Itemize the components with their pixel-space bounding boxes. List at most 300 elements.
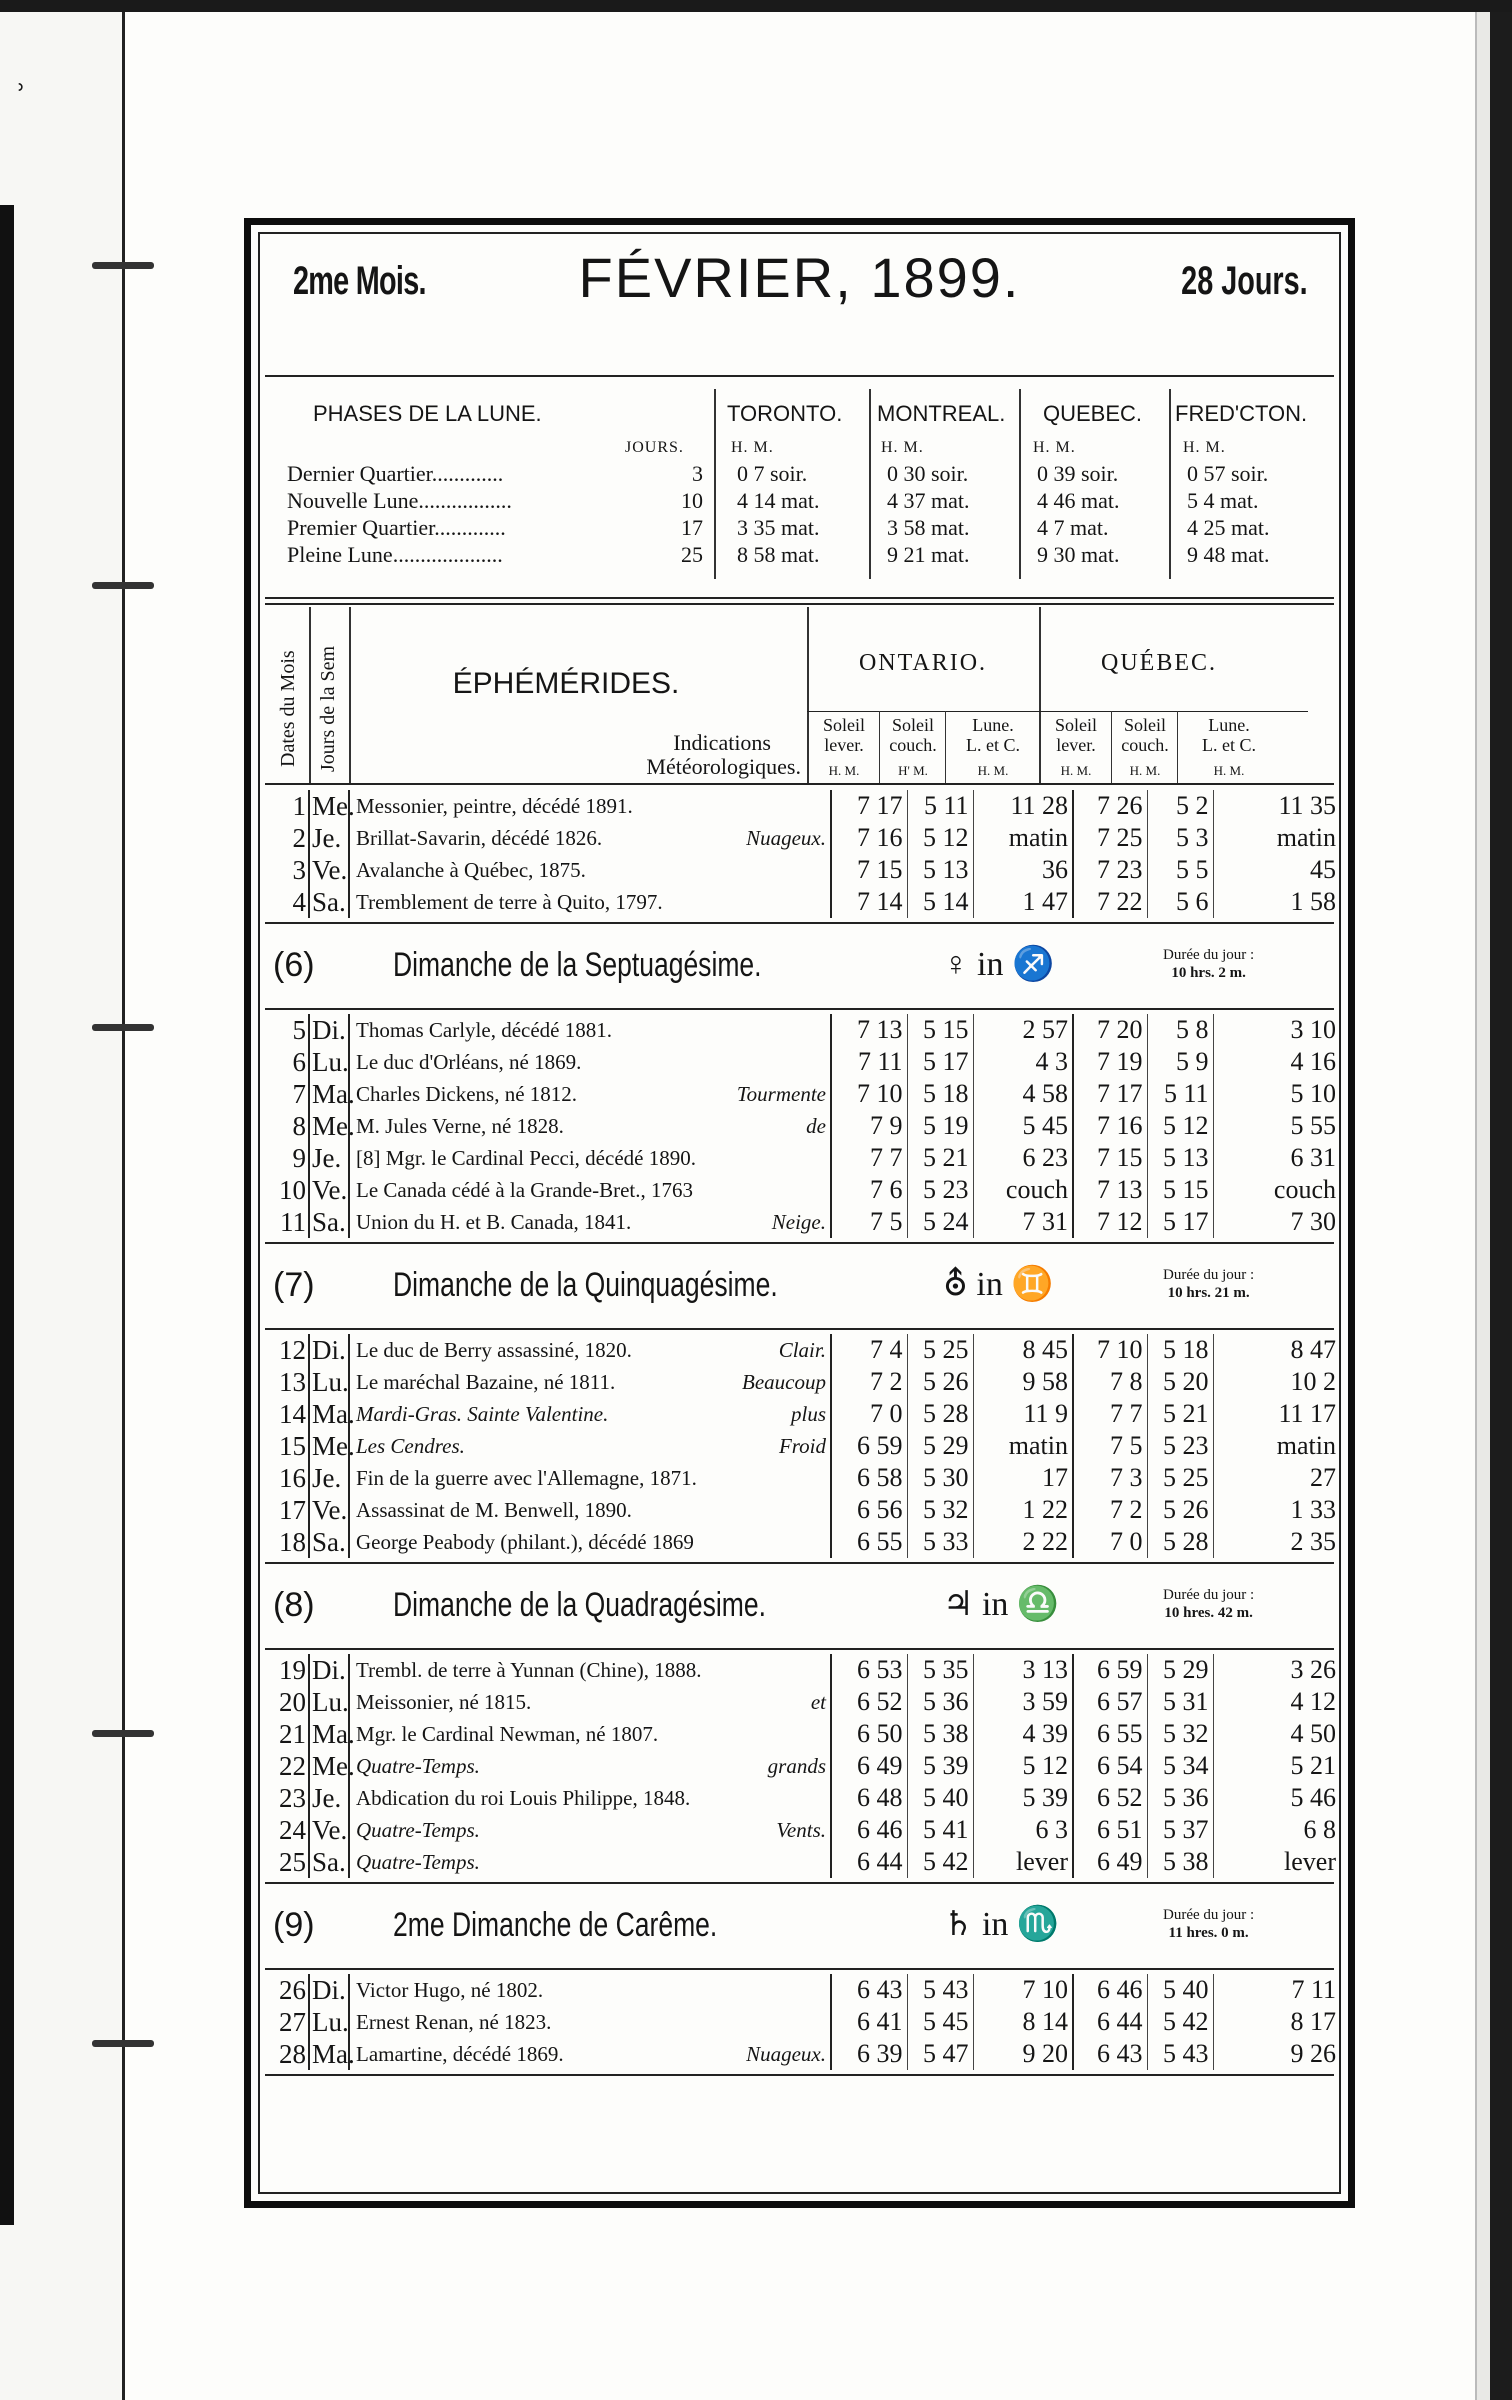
ontario-sunset: 5 26 <box>907 1366 973 1398</box>
day-row <box>273 1046 1340 1078</box>
planet-position: ⛢ in ♊ <box>943 1266 1054 1303</box>
divider <box>265 597 1334 599</box>
day-row <box>273 1110 1340 1142</box>
ephemeris-text: Le duc de Berry assassiné, 1820. <box>356 1338 632 1362</box>
ontario-moon: 4 58 <box>973 1078 1073 1110</box>
quebec-sunrise: 6 51 <box>1073 1814 1147 1846</box>
day-number: 10 <box>273 1174 309 1206</box>
ontario-sunrise: 7 10 <box>831 1078 907 1110</box>
ontario-sunrise: 6 50 <box>831 1718 907 1750</box>
ontario-sunset: 5 32 <box>907 1494 973 1526</box>
phase-time: 9 48 mat. <box>1187 542 1270 567</box>
phase-time: 3 58 mat. <box>887 515 970 540</box>
quebec-sunset: 5 18 <box>1147 1334 1213 1366</box>
quebec-moon: 3 10 <box>1290 1015 1336 1044</box>
column-separator <box>945 711 946 783</box>
day-number: 16 <box>273 1462 309 1494</box>
sunrise-label: Soleil lever. <box>1054 715 1097 755</box>
ephemeris-text: Lamartine, décédé 1869. <box>356 2042 564 2066</box>
ontario-moon: 8 14 <box>973 2006 1073 2038</box>
ephemeris-text: Messonier, peintre, décédé 1891. <box>356 794 633 818</box>
column-separator <box>879 711 880 783</box>
day-row <box>273 1846 1340 1878</box>
planet-position: ♃ in ♎ <box>943 1586 1060 1623</box>
ontario-sunset: 5 39 <box>907 1750 973 1782</box>
weather-text: Neige. <box>771 1210 826 1234</box>
weekday: Je. <box>309 1142 349 1174</box>
phase-name: Nouvelle Lune................. <box>287 488 512 513</box>
weekday: Ve. <box>309 854 349 886</box>
phase-day: 3 <box>692 461 703 486</box>
ontario-sunrise: 7 2 <box>831 1366 907 1398</box>
quebec-sunrise: 7 22 <box>1073 886 1147 918</box>
hm-label: H. M. <box>828 763 860 778</box>
ephemeris-cell <box>349 1654 831 1686</box>
ontario-sunrise: 6 41 <box>831 2006 907 2038</box>
binding-ring <box>92 2040 154 2047</box>
ontario-sunset: 5 40 <box>907 1782 973 1814</box>
city-quebec: QUEBEC. <box>1043 401 1143 426</box>
ontario-moon: 4 39 <box>973 1718 1073 1750</box>
ontario-sunset: 5 23 <box>907 1174 973 1206</box>
phase-time: 4 37 mat. <box>887 488 970 513</box>
quebec-label: QUÉBEC. <box>1101 650 1217 676</box>
quebec-moon: couch <box>1273 1175 1336 1204</box>
binding-ring <box>92 1024 154 1031</box>
indications-label-2: Météorologiques. <box>646 754 801 779</box>
weekday: Ma. <box>309 1078 349 1110</box>
days-table <box>273 1654 1340 1878</box>
ontario-sunset: 5 24 <box>907 1206 973 1238</box>
quebec-sunrise: 7 26 <box>1073 790 1147 822</box>
ontario-moon: lever <box>973 1846 1073 1878</box>
quebec-sunrise: 6 49 <box>1073 1846 1147 1878</box>
quebec-moon: 4 50 <box>1290 1719 1336 1748</box>
ephemeris-cell <box>349 1398 831 1430</box>
day-number: 2 <box>273 822 309 854</box>
ontario-sunrise: 6 52 <box>831 1686 907 1718</box>
quebec-sunrise: 7 25 <box>1073 822 1147 854</box>
divider <box>807 711 1308 712</box>
ephemeris-cell <box>349 1782 831 1814</box>
month-title: FÉVRIER, 1899. <box>578 246 1021 309</box>
phase-day: 10 <box>681 488 703 513</box>
phase-name: Premier Quartier............. <box>287 515 506 540</box>
weekday: Sa. <box>309 1206 349 1238</box>
quebec-sunrise: 7 0 <box>1073 1526 1147 1558</box>
weekday: Di. <box>309 1014 349 1046</box>
day-length-value: 11 hres. 0 m. <box>1168 1925 1249 1941</box>
day-row <box>273 854 1340 886</box>
ephemeris-text: Meissonier, né 1815. <box>356 1690 532 1714</box>
day-row <box>273 1686 1340 1718</box>
weekday: Lu. <box>309 1366 349 1398</box>
month-day-count: 28 Jours. <box>1181 259 1308 303</box>
day-length-label: Durée du jour : <box>1163 1267 1255 1283</box>
ontario-moon: 36 <box>973 854 1073 886</box>
ephemeris-text: George Peabody (philant.), décédé 1869 <box>356 1530 694 1554</box>
ontario-sunset: 5 15 <box>907 1014 973 1046</box>
day-length-label: Durée du jour : <box>1163 1587 1255 1603</box>
day-row <box>273 1526 1340 1558</box>
ephemeris-text: Assassinat de M. Benwell, 1890. <box>356 1498 632 1522</box>
quebec-sunset: 5 34 <box>1147 1750 1213 1782</box>
ontario-sunset: 5 25 <box>907 1334 973 1366</box>
day-number: 24 <box>273 1814 309 1846</box>
ontario-sunset: 5 38 <box>907 1718 973 1750</box>
ephemeris-cell <box>349 886 831 918</box>
ontario-moon: 7 31 <box>973 1206 1073 1238</box>
weekday: Ma. <box>309 2038 349 2070</box>
weather-text: Beaucoup <box>742 1370 826 1394</box>
weather-text: Tourmente <box>736 1082 826 1106</box>
planet-position: ♄ in ♏ <box>943 1906 1060 1943</box>
quebec-moon: 2 35 <box>1290 1527 1336 1556</box>
quebec-sunrise: 7 19 <box>1073 1046 1147 1078</box>
day-number: 3 <box>273 854 309 886</box>
ontario-moon: couch <box>973 1174 1073 1206</box>
month-ordinal: 2me Mois. <box>293 259 426 303</box>
ephemeris-cell <box>349 1366 831 1398</box>
quebec-moon: 11 35 <box>1278 791 1336 820</box>
column-separator <box>714 389 716 579</box>
weather-text: Vents. <box>776 1818 826 1842</box>
day-row <box>273 790 1340 822</box>
ontario-sunrise: 6 56 <box>831 1494 907 1526</box>
ontario-sunset: 5 17 <box>907 1046 973 1078</box>
ephemeris-cell <box>349 2006 831 2038</box>
city-toronto: TORONTO. <box>727 401 843 426</box>
column-separator <box>869 389 871 579</box>
weekday: Me. <box>309 1110 349 1142</box>
ephemeris-text: Le maréchal Bazaine, né 1811. <box>356 1370 616 1394</box>
day-row <box>273 1398 1340 1430</box>
moon-label: Lune. L. et C. <box>1202 715 1256 755</box>
day-number: 11 <box>273 1206 309 1238</box>
quebec-moon: 4 12 <box>1290 1687 1336 1716</box>
quebec-sunset: 5 20 <box>1147 1366 1213 1398</box>
day-number: 17 <box>273 1494 309 1526</box>
weekday: Sa. <box>309 886 349 918</box>
phase-time: 0 30 soir. <box>887 461 969 486</box>
quebec-sunrise: 6 54 <box>1073 1750 1147 1782</box>
hm-label: H. M. <box>1033 439 1076 456</box>
week-number: (6) <box>273 946 315 984</box>
quebec-sunset: 5 36 <box>1147 1782 1213 1814</box>
moon-phases-label: PHASES DE LA LUNE. <box>313 401 542 426</box>
ontario-sunrise: 6 53 <box>831 1654 907 1686</box>
day-number: 5 <box>273 1014 309 1046</box>
day-number: 25 <box>273 1846 309 1878</box>
binding-spine <box>0 205 14 2225</box>
day-number: 21 <box>273 1718 309 1750</box>
ontario-moon: 9 58 <box>973 1366 1073 1398</box>
quebec-moon: lever <box>1284 1847 1336 1876</box>
weekday: Di. <box>309 1334 349 1366</box>
ontario-sunset: 5 18 <box>907 1078 973 1110</box>
ontario-sunrise: 6 44 <box>831 1846 907 1878</box>
ontario-sunrise: 6 48 <box>831 1782 907 1814</box>
quebec-sunset: 5 15 <box>1147 1174 1213 1206</box>
quebec-sunset: 5 23 <box>1147 1430 1213 1462</box>
ontario-moon: 2 57 <box>973 1014 1073 1046</box>
ontario-sunset: 5 28 <box>907 1398 973 1430</box>
day-row <box>273 1782 1340 1814</box>
column-separator <box>807 607 809 783</box>
ephemeris-cell <box>349 1526 831 1558</box>
phase-time: 9 30 mat. <box>1037 542 1120 567</box>
quebec-moon: 7 11 <box>1291 1975 1336 2004</box>
ephemeris-cell <box>349 1846 831 1878</box>
weather-text: Nuageux. <box>746 826 826 850</box>
hm-label: H. M. <box>731 439 774 456</box>
hm-label: H. M. <box>977 763 1009 778</box>
day-number: 18 <box>273 1526 309 1558</box>
hm-label: H. M. <box>1183 439 1226 456</box>
ephemeris-text: Avalanche à Québec, 1875. <box>356 858 586 882</box>
quebec-sunset: 5 12 <box>1147 1110 1213 1142</box>
sunday-row <box>273 1886 1340 1972</box>
day-number: 6 <box>273 1046 309 1078</box>
phase-time: 4 14 mat. <box>737 488 820 513</box>
ephemeris-cell <box>349 854 831 886</box>
quebec-sunset: 5 29 <box>1147 1654 1213 1686</box>
weekday: Je. <box>309 822 349 854</box>
phase-name: Dernier Quartier............. <box>287 461 504 486</box>
column-separator <box>1177 711 1178 783</box>
quebec-sunrise: 6 55 <box>1073 1718 1147 1750</box>
ontario-sunset: 5 29 <box>907 1430 973 1462</box>
days-table <box>273 1014 1340 1238</box>
quebec-sunset: 5 6 <box>1147 886 1213 918</box>
quebec-sunrise: 7 3 <box>1073 1462 1147 1494</box>
quebec-moon: matin <box>1276 823 1336 852</box>
week-number: (9) <box>273 1906 315 1944</box>
day-row <box>273 2006 1340 2038</box>
day-length <box>1163 946 1254 982</box>
day-number: 23 <box>273 1782 309 1814</box>
quebec-moon: 6 8 <box>1303 1815 1336 1844</box>
phase-time: 5 4 mat. <box>1187 488 1259 513</box>
day-row <box>273 2038 1340 2070</box>
indications-label: Indications <box>673 730 771 755</box>
weather-text: plus <box>790 1402 826 1426</box>
weekday-column-label: Jours de la Sem <box>317 645 339 773</box>
quebec-moon: 1 33 <box>1290 1495 1336 1524</box>
day-row <box>273 822 1340 854</box>
quebec-sunrise: 7 16 <box>1073 1110 1147 1142</box>
ontario-sunrise: 7 14 <box>831 886 907 918</box>
quebec-sunrise: 7 20 <box>1073 1014 1147 1046</box>
ontario-sunset: 5 21 <box>907 1142 973 1174</box>
ephemeris-cell <box>349 1334 831 1366</box>
quebec-sunrise: 6 59 <box>1073 1654 1147 1686</box>
quebec-sunset: 5 42 <box>1147 2006 1213 2038</box>
day-length-value: 10 hres. 42 m. <box>1164 1605 1253 1621</box>
ephemeris-cell <box>349 1686 831 1718</box>
quebec-moon: 5 46 <box>1290 1783 1336 1812</box>
ontario-moon: 5 12 <box>973 1750 1073 1782</box>
column-separator <box>1019 389 1021 579</box>
quebec-moon: 1 58 <box>1290 887 1336 916</box>
ontario-sunrise: 6 55 <box>831 1526 907 1558</box>
quebec-sunset: 5 8 <box>1147 1014 1213 1046</box>
day-row <box>273 1750 1340 1782</box>
ontario-sunrise: 7 13 <box>831 1014 907 1046</box>
quebec-sunset: 5 32 <box>1147 1718 1213 1750</box>
quebec-sunset: 5 2 <box>1147 790 1213 822</box>
moon-label: Lune. L. et C. <box>966 715 1020 755</box>
quebec-sunrise: 7 8 <box>1073 1366 1147 1398</box>
binding-ring <box>92 1730 154 1737</box>
weekday: Sa. <box>309 1526 349 1558</box>
quebec-sunrise: 7 10 <box>1073 1334 1147 1366</box>
ontario-moon: 7 10 <box>973 1974 1073 2006</box>
ontario-moon: 6 23 <box>973 1142 1073 1174</box>
quebec-moon: 45 <box>1310 855 1336 884</box>
ephemeris-cell <box>349 1494 831 1526</box>
ephemeris-text: Tremblement de terre à Quito, 1797. <box>356 890 663 914</box>
quebec-sunrise: 6 44 <box>1073 2006 1147 2038</box>
ephemeris-cell <box>349 1974 831 2006</box>
quebec-moon: 11 17 <box>1278 1399 1336 1428</box>
ontario-sunset: 5 11 <box>907 790 973 822</box>
quebec-moon: 9 26 <box>1290 2039 1336 2068</box>
weekday: Je. <box>309 1782 349 1814</box>
ontario-label: ONTARIO. <box>858 650 988 676</box>
quebec-moon: 10 2 <box>1290 1367 1336 1396</box>
ontario-moon: matin <box>973 822 1073 854</box>
column-separator <box>1039 607 1041 783</box>
ontario-moon: 11 9 <box>973 1398 1073 1430</box>
weekday: Ve. <box>309 1814 349 1846</box>
calendar-frame <box>244 218 1355 2208</box>
quebec-sunset: 5 9 <box>1147 1046 1213 1078</box>
week-number: (7) <box>273 1266 315 1304</box>
phase-time: 0 39 soir. <box>1037 461 1119 486</box>
divider <box>265 783 1334 785</box>
quebec-sunset: 5 26 <box>1147 1494 1213 1526</box>
days-table <box>273 790 1340 918</box>
ephemeris-cell <box>349 1750 831 1782</box>
ontario-sunrise: 6 43 <box>831 1974 907 2006</box>
day-row <box>273 886 1340 918</box>
ephemeris-text: Charles Dickens, né 1812. <box>356 1082 578 1106</box>
divider <box>265 1648 1334 1650</box>
sunset-label: Soleil couch. <box>889 715 937 755</box>
phase-name: Pleine Lune.................... <box>287 542 503 567</box>
quebec-sunrise: 7 13 <box>1073 1174 1147 1206</box>
day-row <box>273 1430 1340 1462</box>
ephemeris-text: Mgr. le Cardinal Newman, né 1807. <box>356 1722 659 1746</box>
hm-label: H. M. <box>881 439 924 456</box>
weekday: Ma. <box>309 1398 349 1430</box>
ontario-sunset: 5 19 <box>907 1110 973 1142</box>
ephemeris-text: Thomas Carlyle, décédé 1881. <box>356 1018 612 1042</box>
ephemeris-cell <box>349 1174 831 1206</box>
ontario-sunset: 5 14 <box>907 886 973 918</box>
day-length-label: Durée du jour : <box>1163 947 1255 963</box>
day-length-label: Durée du jour : <box>1163 1907 1255 1923</box>
sunday-row <box>273 1246 1340 1332</box>
quebec-sunset: 5 5 <box>1147 854 1213 886</box>
quebec-moon: 8 17 <box>1290 2007 1336 2036</box>
day-row <box>273 1174 1340 1206</box>
day-length-value: 10 hrs. 2 m. <box>1171 965 1246 981</box>
quebec-sunrise: 6 52 <box>1073 1782 1147 1814</box>
ontario-sunrise: 6 49 <box>831 1750 907 1782</box>
month-header <box>261 245 1338 325</box>
ontario-moon: 4 3 <box>973 1046 1073 1078</box>
quebec-moon: 5 55 <box>1290 1111 1336 1140</box>
phase-day: 25 <box>681 542 703 567</box>
ontario-moon: 5 39 <box>973 1782 1073 1814</box>
weather-text: Froid <box>778 1434 826 1458</box>
weather-text: Clair. <box>778 1338 826 1362</box>
day-number: 13 <box>273 1366 309 1398</box>
day-number: 7 <box>273 1078 309 1110</box>
ephemeris-text: [8] Mgr. le Cardinal Pecci, décédé 1890. <box>356 1146 696 1170</box>
days-label: JOURS. <box>625 439 684 456</box>
quebec-sunrise: 7 2 <box>1073 1494 1147 1526</box>
ontario-sunset: 5 42 <box>907 1846 973 1878</box>
quebec-moon: 7 30 <box>1290 1207 1336 1236</box>
ephemeris-cell <box>349 1462 831 1494</box>
weather-text: de <box>806 1114 826 1138</box>
weekday: Di. <box>309 1654 349 1686</box>
day-row <box>273 1494 1340 1526</box>
ontario-sunset: 5 36 <box>907 1686 973 1718</box>
ephemeris-text: Trembl. de terre à Yunnan (Chine), 1888. <box>356 1658 702 1682</box>
weekday: Je. <box>309 1462 349 1494</box>
weekday: Di. <box>309 1974 349 2006</box>
ontario-sunrise: 6 58 <box>831 1462 907 1494</box>
day-row <box>273 1462 1340 1494</box>
column-separator <box>1111 711 1112 783</box>
ontario-moon: matin <box>973 1430 1073 1462</box>
divider <box>265 922 1334 924</box>
ontario-sunrise: 7 17 <box>831 790 907 822</box>
sunday-name: Dimanche de la Quinquagésime. <box>393 1266 778 1304</box>
weekday: Ma. <box>309 1718 349 1750</box>
weather-text: Nuageux. <box>746 2042 826 2066</box>
day-length <box>1163 1586 1254 1622</box>
weekday: Lu. <box>309 1046 349 1078</box>
ontario-moon: 6 3 <box>973 1814 1073 1846</box>
day-row <box>273 1142 1340 1174</box>
ontario-moon: 1 47 <box>973 886 1073 918</box>
weekday: Sa. <box>309 1846 349 1878</box>
ontario-sunset: 5 35 <box>907 1654 973 1686</box>
quebec-sunrise: 7 7 <box>1073 1398 1147 1430</box>
quebec-sunset: 5 3 <box>1147 822 1213 854</box>
ontario-moon: 1 22 <box>973 1494 1073 1526</box>
ephemeris-text: Le duc d'Orléans, né 1869. <box>356 1050 582 1074</box>
ephemeris-text: Brillat-Savarin, décédé 1826. <box>356 826 603 850</box>
ephemeris-text: Fin de la guerre avec l'Allemagne, 1871. <box>356 1466 697 1490</box>
ephemeris-text: Quatre-Temps. <box>356 1818 480 1842</box>
ontario-sunrise: 7 15 <box>831 854 907 886</box>
city-montreal: MONTREAL. <box>877 401 1006 426</box>
weekday: Me. <box>309 1750 349 1782</box>
ontario-moon: 3 13 <box>973 1654 1073 1686</box>
hm-label: H' M. <box>898 763 928 778</box>
day-number: 28 <box>273 2038 309 2070</box>
dates-column-label: Dates du Mois <box>277 650 299 768</box>
ephemeris-cell <box>349 1430 831 1462</box>
quebec-moon: 27 <box>1310 1463 1336 1492</box>
ontario-sunrise: 7 11 <box>831 1046 907 1078</box>
